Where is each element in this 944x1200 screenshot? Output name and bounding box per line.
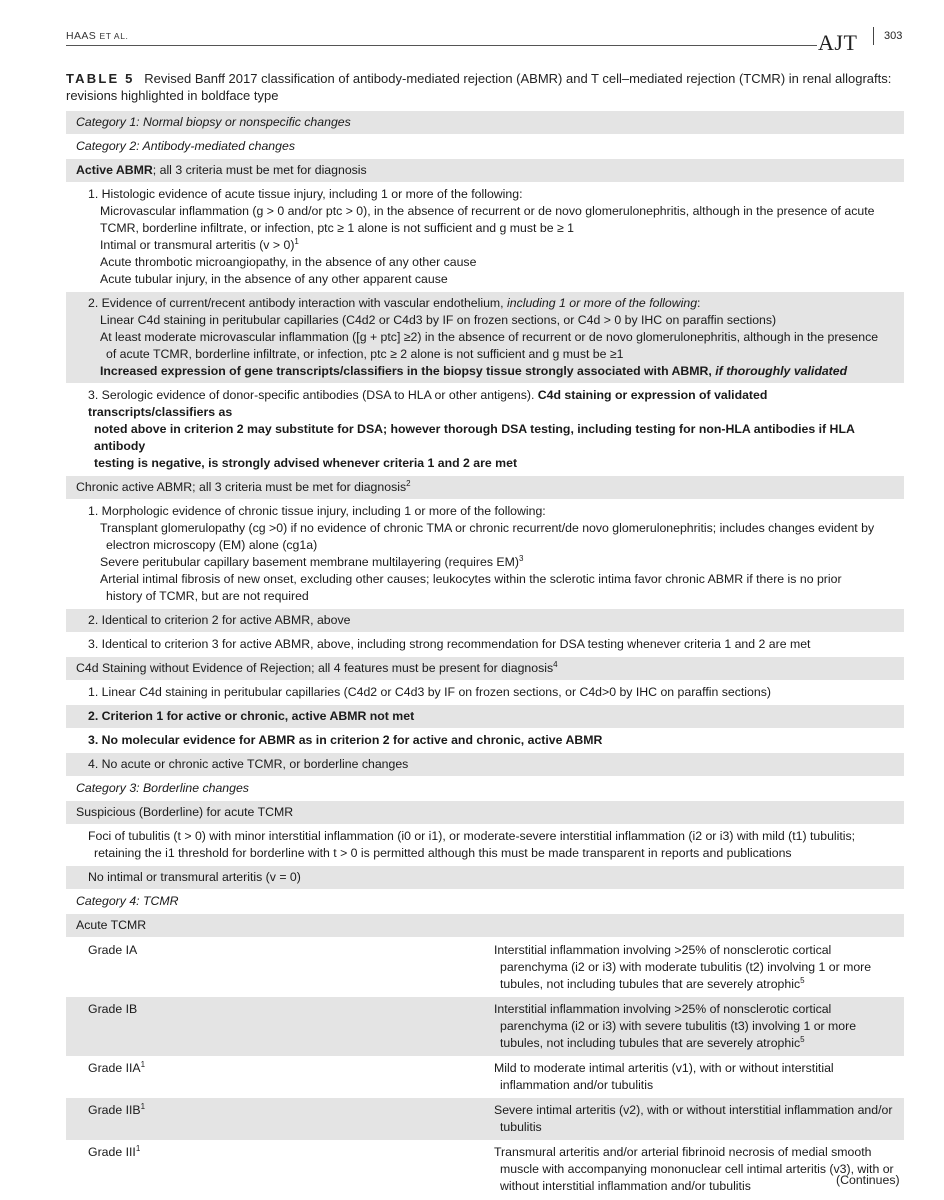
chronic-abmr-criterion-1 (66, 500, 904, 609)
chronic-criterion-1-item: Arterial intimal fibrosis of new onset, excluding other causes; leukocytes within the sclerotic intima favor chronic ABMR if there is no prior (100, 572, 842, 586)
grade-description-text: Interstitial inflammation involving >25% of nonsclerotic cortical parenchyma (i2 or i3) with moderate tubulitis (t2) involving 1 or more tubules, not including tubules that are severely atrophic (494, 943, 872, 991)
grade-name (88, 1060, 494, 1094)
criterion-2-item: At least moderate microvascular inflammation ([g + ptc] ≥2) in the absence of recurrent or de novo glomerulonephritis, although in the presence (100, 330, 879, 344)
criterion-2-title (88, 295, 894, 312)
grade-description (494, 942, 894, 993)
chronic-criterion-1-title: 1. Morphologic evidence of chronic tissue injury, including 1 or more of the following: (88, 504, 546, 518)
criterion-3-bold-cont: noted above in criterion 2 may substitute for DSA; however thorough DSA testing, including testing for non-HLA antibodies if HLA antibody (94, 422, 855, 453)
chronic-criterion-1-item-cont: electron microscopy (EM) alone (cg1a) (106, 538, 318, 552)
chronic-criterion-1-item: Transplant glomerulopathy (cg >0) if no evidence of chronic TMA or chronic recurrent/de novo glomerulonephritis; includes changes evident by (100, 521, 875, 535)
footnote-ref: 1 (140, 1059, 146, 1069)
multilayering-text: Severe peritubular capillary basement membrane multilayering (requires EM) (100, 555, 519, 569)
grade-description-text: Mild to moderate intimal arteritis (v1), with or without interstitial inflammation and/or tubulitis (494, 1061, 834, 1092)
arteritis-text: Intimal or transmural arteritis (v > 0) (100, 238, 295, 252)
c4d-criterion-4 (66, 753, 904, 777)
active-abmr-label: Active ABMR (76, 163, 153, 177)
chronic-criterion-3-text: 3. Identical to criterion 3 for active ABMR, above, including strong recommendation for DSA testing whenever criteria 1 and 2 are met (88, 637, 811, 651)
chronic-criterion-1-item (88, 554, 894, 571)
foci-text: Foci of tubulitis (t > 0) with minor interstitial inflammation (i0 or i1), or moderate-severe interstitial inflammation (i2 or i3) with mild (t1) tubulitis; (88, 829, 856, 843)
criterion-2-title-italic: including 1 or more of the following (507, 296, 698, 310)
footnote-ref: 4 (553, 659, 558, 669)
journal-logo: AJT (818, 30, 858, 55)
grade-description (494, 1001, 894, 1052)
grade-name-text: Grade IIA (88, 1061, 141, 1075)
header-divider (873, 27, 874, 45)
criterion-2-item-new (88, 363, 894, 380)
criterion-1-item: TCMR, borderline infiltrate, or infection, ptc ≥ 1 alone is not sufficient and g must be ≥ 1 (100, 221, 574, 235)
active-abmr-criterion-3 (66, 384, 904, 476)
category-2-label: Category 2: Antibody-mediated changes (76, 139, 295, 153)
criterion-1-item: Acute thrombotic microangiopathy, in the absence of any other cause (100, 255, 477, 269)
table-caption (66, 70, 910, 104)
et-al: ET AL. (99, 31, 129, 41)
grade-name-text: Grade III (88, 1145, 136, 1159)
criterion-3-line (88, 387, 894, 421)
chronic-abmr-criterion-2 (66, 609, 904, 633)
suspicious-row (66, 801, 904, 825)
grade-name (88, 942, 494, 993)
banff-table (66, 111, 904, 1199)
running-head (66, 30, 129, 42)
chronic-abmr-criterion-3 (66, 633, 904, 657)
grade-description-text: Severe intimal arteritis (v2), with or without interstitial inflammation and/or tubulitis (494, 1103, 893, 1134)
c4d-heading-row (66, 657, 904, 681)
criterion-1-item: Acute tubular injury, in the absence of any other apparent cause (100, 272, 448, 286)
grade-row (66, 938, 904, 997)
criterion-2-bold-text: Increased expression of gene transcripts/classifiers in the biopsy tissue strongly associated with ABMR, (100, 364, 716, 378)
category-1-row (66, 111, 904, 135)
criterion-3-bold-cont: testing is negative, is strongly advised whenever criteria 1 and 2 are met (94, 456, 518, 470)
borderline-foci-row (66, 825, 904, 866)
grade-description-text: Transmural arteritis and/or arterial fibrinoid necrosis of medial smooth muscle with accompanying mononuclear cell intimal arteritis (v3), with or without interstitial inflammation and/or tubulitis (494, 1145, 894, 1193)
category-3-row (66, 777, 904, 801)
category-4-label: Category 4: TCMR (76, 894, 179, 908)
footnote-ref: 3 (518, 553, 524, 563)
page-number: 303 (884, 30, 903, 42)
criterion-2-title-end: : (697, 296, 701, 310)
footnote-ref: 1 (140, 1101, 146, 1111)
no-arteritis-text: No intimal or transmural arteritis (v = 0) (88, 870, 301, 884)
table-title: Revised Banff 2017 classification of antibody-mediated rejection (ABMR) and T cell–mediated rejection (TCMR) in renal allografts: revisions highlighted in boldface type (66, 71, 892, 103)
grade-row (66, 1056, 904, 1098)
acute-tcmr-label: Acute TCMR (76, 918, 147, 932)
category-1-label: Category 1: Normal biopsy or nonspecific changes (76, 115, 351, 129)
c4d-criterion-1-text: 1. Linear C4d staining in peritubular capillaries (C4d2 or C4d3 by IF on frozen sections, or C4d>0 by IHC on paraffin sections) (88, 685, 771, 699)
c4d-criterion-2 (66, 705, 904, 729)
grade-description (494, 1144, 894, 1195)
footnote-ref: 1 (294, 236, 299, 246)
grade-description-text: Interstitial inflammation involving >25% of nonsclerotic cortical parenchyma (i2 or i3) with severe tubulitis (t3) involving 1 or more tubules, not including tubules that are severely atrophic (494, 1002, 857, 1050)
criterion-2-title-text: 2. Evidence of current/recent antibody interaction with vascular endothelium, (88, 296, 508, 310)
table-label: TABLE 5 (66, 71, 135, 86)
footnote-ref: 1 (135, 1143, 141, 1153)
c4d-criterion-3-text: 3. No molecular evidence for ABMR as in criterion 2 for active and chronic, active ABMR (88, 733, 603, 747)
grade-row (66, 1098, 904, 1140)
footnote-ref: 5 (800, 975, 805, 985)
footnote-ref: 2 (406, 478, 411, 488)
grade-name (88, 1001, 494, 1052)
chronic-abmr-label: Chronic active ABMR; all 3 criteria must be met for diagnosis (76, 480, 407, 494)
c4d-criterion-2-text: 2. Criterion 1 for active or chronic, active ABMR not met (88, 709, 415, 723)
continues-note: (Continues) (836, 1173, 900, 1187)
grade-name-text: Grade IB (88, 1002, 138, 1016)
category-2-row (66, 135, 904, 159)
grade-name (88, 1144, 494, 1195)
c4d-criterion-1 (66, 681, 904, 705)
criterion-2-item-cont: of acute TCMR, borderline infiltrate, or infection, ptc ≥ 2 alone is not sufficient and g must be ≥1 (106, 347, 624, 361)
grade-description (494, 1060, 894, 1094)
c4d-criterion-3 (66, 729, 904, 753)
foci-text-cont: retaining the i1 threshold for borderline with t > 0 is permitted although this must be made transparent in reports and publications (94, 846, 792, 860)
category-4-row (66, 890, 904, 914)
criterion-1-title: 1. Histologic evidence of acute tissue injury, including 1 or more of the following: (88, 187, 523, 201)
c4d-heading-label: C4d Staining without Evidence of Rejection; all 4 features must be present for diagnosis (76, 661, 554, 675)
acute-tcmr-row (66, 914, 904, 938)
grade-name-text: Grade IA (88, 943, 138, 957)
active-abmr-row (66, 159, 904, 183)
grade-row (66, 1140, 904, 1199)
suspicious-label: Suspicious (Borderline) for acute TCMR (76, 805, 294, 819)
chronic-criterion-1-item-cont: history of TCMR, but are not required (106, 589, 309, 603)
chronic-abmr-row (66, 476, 904, 500)
active-abmr-criterion-2 (66, 292, 904, 384)
grade-name-text: Grade IIB (88, 1103, 141, 1117)
criterion-2-item: Linear C4d staining in peritubular capillaries (C4d2 or C4d3 by IF on frozen sections, or C4d > 0 by IHC on paraffin sections) (100, 313, 777, 327)
grade-row (66, 997, 904, 1056)
no-arteritis-row (66, 866, 904, 890)
active-abmr-rule: ; all 3 criteria must be met for diagnosis (152, 163, 367, 177)
grade-name (88, 1102, 494, 1136)
c4d-criterion-4-text: 4. No acute or chronic active TCMR, or borderline changes (88, 757, 409, 771)
criterion-3-bold: C4d staining or expression of validated transcripts/classifiers as (88, 388, 768, 419)
chronic-criterion-2-text: 2. Identical to criterion 2 for active ABMR, above (88, 613, 351, 627)
criterion-1-item (88, 237, 894, 254)
author-name: HAAS (66, 30, 97, 42)
category-3-label: Category 3: Borderline changes (76, 781, 249, 795)
criterion-3-plain: 3. Serologic evidence of donor-specific antibodies (DSA to HLA or other antigens). (88, 388, 538, 402)
grade-description (494, 1102, 894, 1136)
active-abmr-criterion-1 (66, 183, 904, 292)
footnote-ref: 5 (800, 1034, 805, 1044)
criterion-1-item: Microvascular inflammation (g > 0 and/or ptc > 0), in the absence of recurrent or de novo glomerulonephritis, although in the presence of acute (100, 204, 875, 218)
header-rule (66, 45, 817, 46)
criterion-2-bold-italic: if thoroughly validated (715, 364, 848, 378)
